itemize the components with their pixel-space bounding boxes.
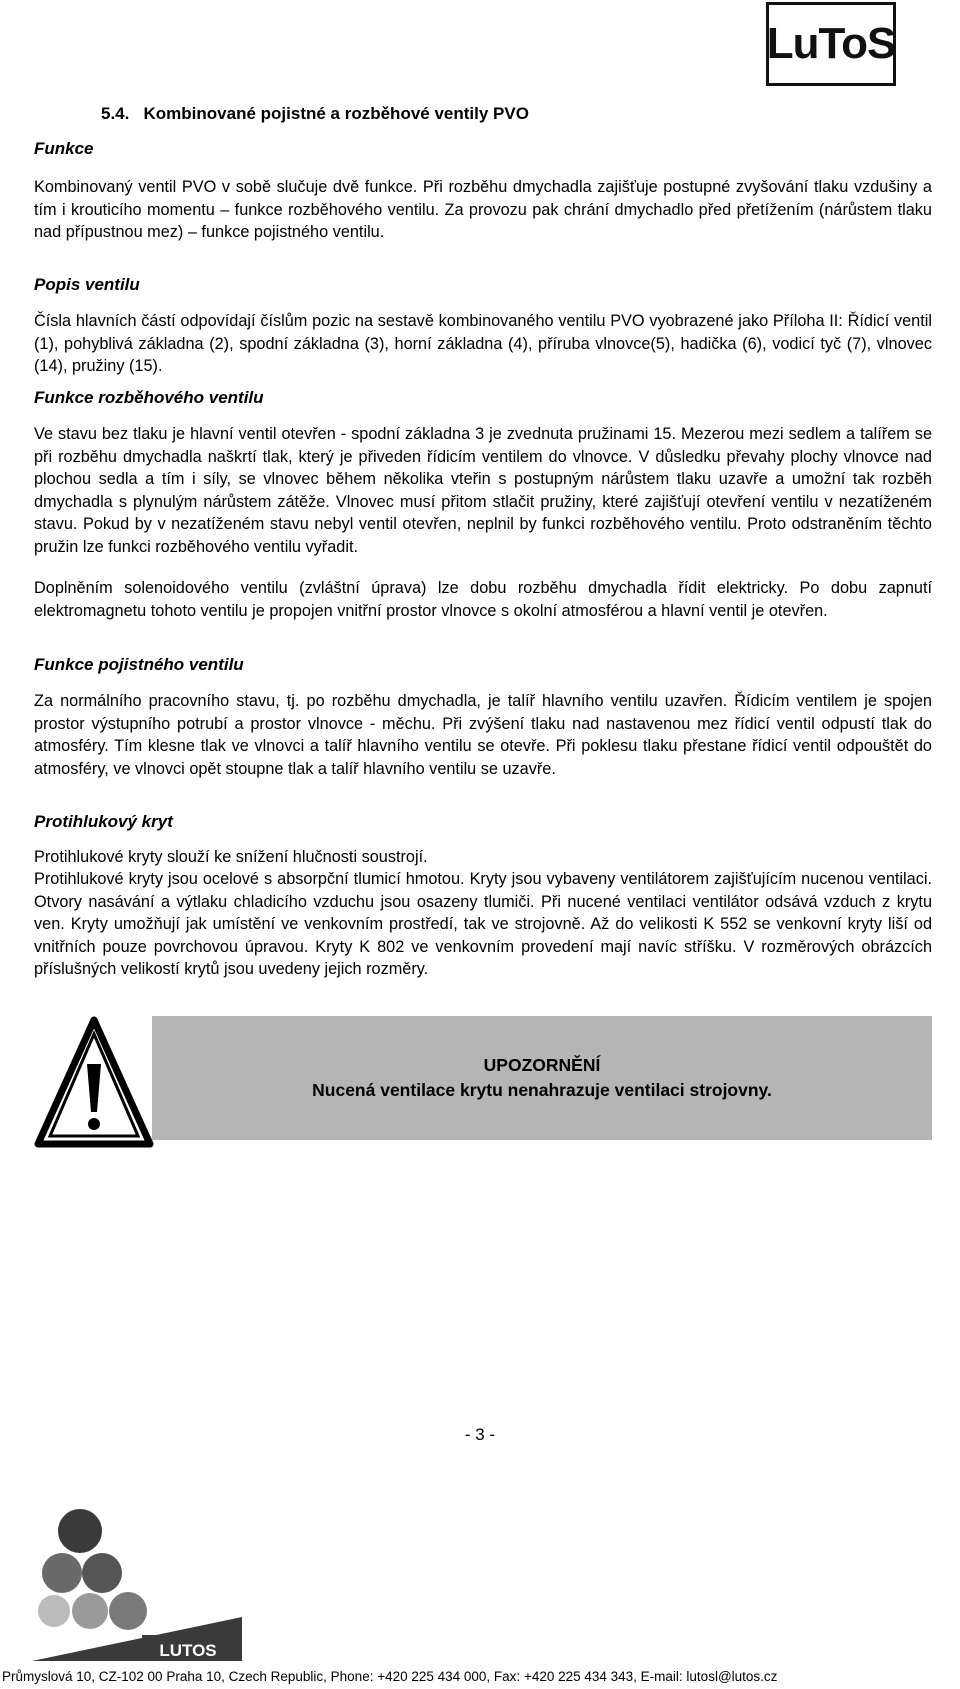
page-number: - 3 - [464,1425,496,1444]
footer-logo-text: LUTOS [159,1641,217,1660]
paragraph-kryt-1: Protihlukové kryty slouží ke snížení hlučnosti soustrojí. [34,848,428,866]
paragraph-popis-ventilu: Čísla hlavních částí odpovídají číslům pozic na sestavě kombinovaného ventilu PVO vyobrazené jako Příloha II: Řídicí ventil (1), pohyblivá základna (2), spodní základna (3), horní základna (4), příruba vlnovce(5), hadička (6), vodicí tyč (7), vlnovec (14), pružiny (15). [34,312,932,375]
paragraph-rozbeh-2: Doplněním solenoidového ventilu (zvláštní úprava) lze dobu rozběhu dmychadla řídit elektricky. Po dobu zapnutí elektromagnetu tohoto ventilu je propojen vnitřní prostor vlnovce s okolní atmosférou a hlavní ventil je otevřen. [34,579,932,620]
footer-logo [32,1507,242,1661]
warning-icon [34,1016,154,1148]
warning-title: UPOZORNĚNÍ [483,1055,601,1075]
paragraph-funkce: Kombinovaný ventil PVO v sobě slučuje dvě funkce. Při rozběhu dmychadla zajišťuje postupné zvyšování tlaku vzdušiny a tím i krouticího momentu – funkce rozběhového ventilu. Za provozu pak chrání dmychadlo před přetížením (nárůstem tlaku nad přípustnou mez) – funkce pojistného ventilu. [34,178,932,241]
logo-text: LuToS [766,19,896,68]
paragraph-pojist: Za normálního pracovního stavu, tj. po rozběhu dmychadla, je talíř hlavního ventilu uzavřen. Řídicím ventilem je spojen prostor výstupního potrubí a prostor vlnovce - měchu. Při zvýšení tlaku nad nastavenou mez řídicí ventil odpustí tlak do atmosféry. Tím klesne tlak ve vlnovci a talíř hlavního ventilu se otevře. Při poklesu tlaku přestane řídicí ventil odpouštět do atmosféry, ve vlnovci opět stoupne tlak a talíř hlavního ventilu se uzavře. [34,692,932,778]
section-title: 5.4. Kombinované pojistné a rozběhové ventily PVO [101,104,529,123]
heading-funkce: Funkce [34,139,94,158]
heading-protihlukovy-kryt: Protihlukový kryt [34,812,173,831]
heading-funkce-pojistneho: Funkce pojistného ventilu [34,655,244,674]
warning-text: Nucená ventilace krytu nenahrazuje ventilaci strojovny. [312,1080,772,1100]
lutos-logo [766,2,896,86]
heading-popis-ventilu: Popis ventilu [34,275,140,294]
footer-address: Průmyslová 10, CZ-102 00 Praha 10, Czech Republic, Phone: +420 225 434 000, Fax: +420 225 434 343, E-mail: lutosl@lutos.cz [2,1669,778,1684]
paragraph-kryt-2: Protihlukové kryty jsou ocelové s absorpční tlumicí hmotou. Kryty jsou vybaveny ventilátorem zajišťujícím nucenou ventilaci. Otvory nasávání a výtlaku chladicího vzduchu jsou osazeny tlumiči. Při nucené ventilaci ventilátor odsává vzduch z krytu ven. Kryty umožňují jak umístění ve venkovním prostředí, tak ve strojovně. Až do velikosti K 552 se venkovní kryty liší od vnitřních pouze povrchovou úpravou. Kryty K 802 ve venkovním provedení mají navíc stříšku. V rozměrových obrázcích příslušných velikostí krytů jsou uvedeny jejich rozměry. [34,870,932,978]
warning-box [152,1016,932,1140]
warning-section [34,1016,932,1148]
heading-funkce-rozbehoveho: Funkce rozběhového ventilu [34,388,264,407]
paragraph-rozbeh-1: Ve stavu bez tlaku je hlavní ventil otevřen - spodní základna 3 je zvednuta pružinami 15. Mezerou mezi sedlem a talířem se při rozběhu dmychadla naškrtí tlak, který je přiveden řídicím ventilem do vlnovce. V důsledku převahy plochy vlnovce nad plochou sedla a tím i síly, se vlnovec během několika vteřin s postupným nárůstem tlaku uzavře a umožní tak rozběh dmychadla s plynulým nárůstem zátěže. Vlnovec musí přitom stlačit pružiny, které zajišťují otevření ventilu v nezatíženém stavu. Pokud by v nezatíženém stavu nebyl ventil otevřen, neplnil by funkci rozběhového ventilu. Proto odstraněním těchto pružin lze funkci rozběhového ventilu vyřadit. [34,425,932,556]
